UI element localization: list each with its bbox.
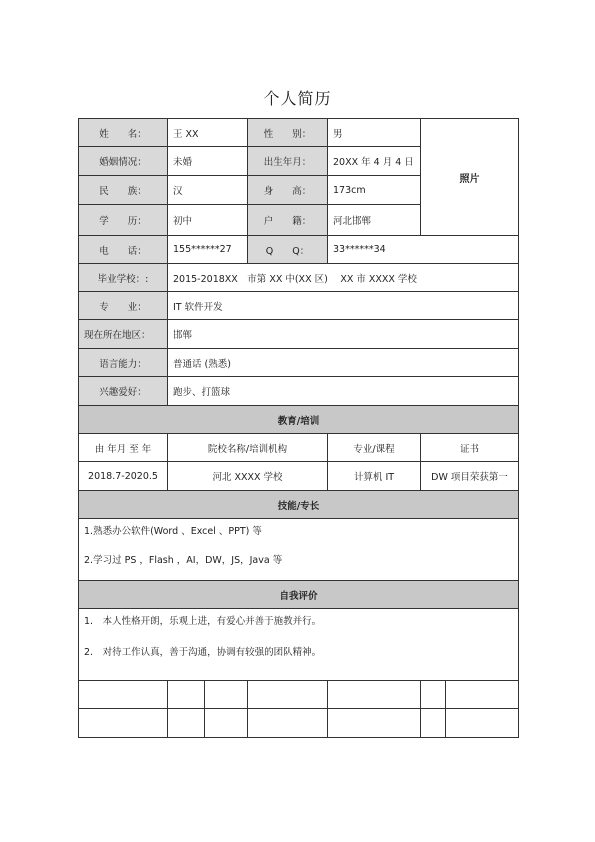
page-title: 个人简历 [263,89,332,108]
list-item: 1. 本人性格开朗，乐观上进，有爱心并善于施教并行。 [84,616,322,627]
major-label: 专 业： [79,292,168,320]
edu-value: 初中 [168,205,248,236]
empty-cell [446,681,519,709]
skills-content [79,519,519,581]
list-item: 1.熟悉办公软件(Word 、Excel 、PPT) 等 [84,526,262,537]
self-eval-content [79,609,519,681]
skills-section-header [79,491,519,519]
row-phone [79,236,519,264]
hukou-value: 河北邯郸 [328,205,421,236]
marital-value: 未婚 [168,147,248,176]
education-col-cert: 证书 [421,434,519,462]
qq-value: 33******34 [328,236,519,264]
education-school: 河北 XXXX 学校 [168,462,328,491]
empty-cell [421,681,446,709]
education-header-row [79,434,519,462]
birth-label: 出生年月： [248,147,328,176]
empty-cell [168,709,205,738]
empty-row [79,709,519,738]
row-school [79,264,519,292]
location-value: 邯郸 [168,320,519,349]
education-period: 2018.7-2020.5 [79,462,168,491]
row-major [79,292,519,320]
phone-value: 155******27 [168,236,248,264]
empty-cell [205,709,248,738]
row-name [79,119,519,147]
empty-cell [328,681,421,709]
marital-label: 婚姻情况： [79,147,168,176]
education-col-period: 由 年月 至 年 [79,434,168,462]
row-hobby [79,377,519,406]
hukou-label: 户 籍： [248,205,328,236]
self-eval-section-header [79,581,519,609]
phone-label: 电 话： [79,236,168,264]
height-value: 173cm [328,176,421,205]
education-section-header [79,406,519,434]
empty-cell [328,709,421,738]
lang-value: 普通话 (熟悉) [168,349,519,377]
photo-placeholder: 照片 [421,119,519,236]
ethnic-value: 汉 [168,176,248,205]
skills-content-row [79,519,519,581]
hobby-value: 跑步、打篮球 [168,377,519,406]
empty-cell [79,709,168,738]
table-row [79,462,519,491]
education-col-major: 专业/课程 [328,434,421,462]
school-label: 毕业学校：: [79,264,168,292]
resume-table [78,118,519,738]
qq-label: Q Q： [248,236,328,264]
birth-value: 20XX 年 4 月 4 日 [328,147,421,176]
empty-cell [248,709,328,738]
name-value: 王 XX [168,119,248,147]
ethnic-label: 民 族： [79,176,168,205]
education-cert: DW 项目荣获第一 [421,462,519,491]
empty-cell [168,681,205,709]
gender-label: 性 别： [248,119,328,147]
education-col-school: 院校名称/培训机构 [168,434,328,462]
school-value: 2015-2018XX 市第 XX 中(XX 区) XX 市 XXXX 学校 [168,264,519,292]
education-major: 计算机 IT [328,462,421,491]
major-value: IT 软件开发 [168,292,519,320]
empty-row [79,681,519,709]
location-label: 现在所在地区： [79,320,168,349]
row-location [79,320,519,349]
name-label: 姓 名： [79,119,168,147]
education-section-title: 教育/培训 [79,406,519,434]
row-lang [79,349,519,377]
gender-value: 男 [328,119,421,147]
hobby-label: 兴趣爱好： [79,377,168,406]
edu-label: 学 历： [79,205,168,236]
empty-cell [446,709,519,738]
empty-cell [205,681,248,709]
lang-label: 语言能力： [79,349,168,377]
list-item: 2. 对待工作认真，善于沟通，协调有较强的团队精神。 [84,647,322,658]
empty-cell [79,681,168,709]
empty-cell [248,681,328,709]
self-eval-section-title: 自我评价 [79,581,519,609]
list-item: 2.学习过 PS ，Flash ，AI，DW，JS，Java 等 [84,555,283,566]
empty-cell [421,709,446,738]
self-eval-content-row [79,609,519,681]
skills-section-title: 技能/专长 [79,491,519,519]
height-label: 身 高： [248,176,328,205]
